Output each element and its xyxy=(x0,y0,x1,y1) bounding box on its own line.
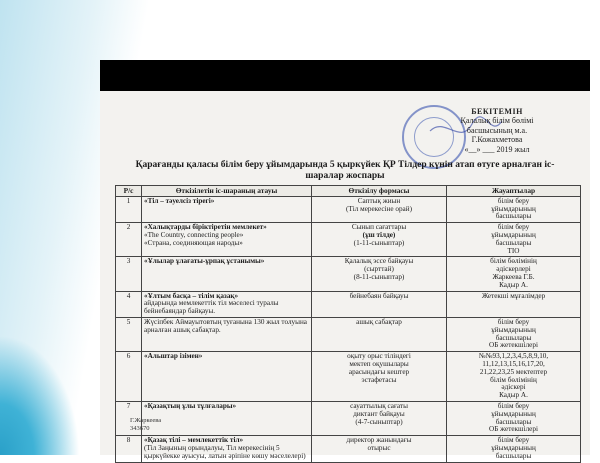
responsible-line: әдіскерлері xyxy=(496,265,531,274)
responsible-line: Жетекші мұғалімдер xyxy=(481,291,546,300)
form-line: ашық сабақтар xyxy=(356,317,402,326)
approval-block xyxy=(422,107,572,154)
responsible-line: басшылары xyxy=(495,238,532,247)
footer-note xyxy=(130,417,161,433)
table-header-row xyxy=(116,186,581,197)
event-description: (Тіл Заңының орындалуы, Тіл мерекесінің 5 қыркүйекке ауысуы, латын әріпіне көшу мәселелері) xyxy=(144,443,306,460)
event-form xyxy=(312,436,447,462)
form-line: бейнебаян байқауы xyxy=(349,291,409,300)
event-name xyxy=(142,401,312,435)
form-line: мектеп оқушылары xyxy=(349,359,409,368)
responsible-line: Жаркеева Г.Б. xyxy=(492,272,535,281)
event-name xyxy=(142,436,312,462)
table-row xyxy=(116,223,581,257)
header-form: Өткізілу формасы xyxy=(312,186,447,197)
table-row xyxy=(116,317,581,351)
responsible-line: білім беру xyxy=(497,223,530,232)
row-number: 6 xyxy=(116,352,142,402)
events-table xyxy=(115,185,581,463)
event-description: «The Country, connecting people» xyxy=(144,230,244,239)
responsible xyxy=(447,257,581,291)
event-title: «Ұлылар ұлағаты-ұрпақ ұстанымы» xyxy=(144,257,265,266)
header-num: Р/с xyxy=(116,186,142,197)
event-name xyxy=(142,291,312,317)
event-title: «Тіл – тәуелсіз тірегі» xyxy=(144,196,215,205)
responsible xyxy=(447,317,581,351)
form-line: Қалалық эссе байқауы xyxy=(344,257,414,266)
form-line: Сынып сағаттары xyxy=(351,223,407,232)
responsible-line: №№93,1,2,3,4,5,8,9,10, xyxy=(478,352,549,361)
form-line: сауаттылық сағаты xyxy=(350,401,408,410)
form-line: (Тіл мерекесіне орай) xyxy=(345,204,412,213)
responsible xyxy=(447,436,581,462)
responsible-line: ұйымдарының xyxy=(491,409,536,418)
event-title: «Қазақтың ұлы тұлғалары» xyxy=(144,401,237,410)
row-number: 1 xyxy=(116,196,142,222)
responsible xyxy=(447,223,581,257)
corner-decoration xyxy=(0,335,80,455)
event-title: «Ұлтым басқа – тілім қазақ» xyxy=(144,291,239,300)
event-form xyxy=(312,401,447,435)
form-line: оқыту орыс тіліндегі xyxy=(347,352,411,361)
form-line: (8-11-сыныптар) xyxy=(353,272,405,281)
plan-title: Қарағанды қаласы білім беру ұйымдарында 5 қыркүйек ҚР Тілдер күнін атап өтуге арналған іс-шаралар жоспары xyxy=(135,160,555,181)
event-title: «Халықтарды біріктіретін мемлекет» xyxy=(144,223,267,232)
footer-phone: 343670 xyxy=(130,425,150,432)
responsible xyxy=(447,352,581,402)
responsible xyxy=(447,196,581,222)
scanned-document xyxy=(100,91,590,460)
row-number: 5 xyxy=(116,317,142,351)
event-title: «Қазақ тілі – мемлекеттік тіл» xyxy=(144,436,244,445)
responsible-line: басшылары xyxy=(495,212,532,221)
header-event: Өткізілетін іс-шараның атауы xyxy=(142,186,312,197)
form-line: (4-7-сыныптар) xyxy=(355,417,403,426)
header-responsible: Жауаптылар xyxy=(447,186,581,197)
row-number: 8 xyxy=(116,436,142,462)
table-row xyxy=(116,436,581,462)
form-line: (1-11-сыныптар) xyxy=(353,238,405,247)
responsible-line: Кадыр А. xyxy=(499,280,528,289)
responsible-line: білім беру xyxy=(497,196,530,205)
row-number: 3 xyxy=(116,257,142,291)
responsible-line: ұйымдарының xyxy=(491,325,536,334)
table-row xyxy=(116,352,581,402)
form-line: эстафетасы xyxy=(361,375,397,384)
event-name xyxy=(142,196,312,222)
responsible-line: ұйымдарының xyxy=(491,230,536,239)
form-line: отырыс xyxy=(367,443,391,452)
form-line: диктант байқауы xyxy=(353,409,405,418)
approval-title: БЕКІТЕМІН xyxy=(471,107,523,116)
event-form xyxy=(312,223,447,257)
responsible-line: Кадыр А. xyxy=(499,391,528,400)
responsible-line: ОБ жетекшілері xyxy=(489,425,538,434)
approval-line: Қалалық білім бөлімі xyxy=(460,116,534,126)
responsible-line: ұйымдарының xyxy=(491,204,536,213)
row-number: 2 xyxy=(116,223,142,257)
event-form xyxy=(312,196,447,222)
form-line: арасындағы кештер xyxy=(348,367,410,376)
event-name xyxy=(142,257,312,291)
event-name xyxy=(142,352,312,402)
event-title: «Альштар ізімен» xyxy=(144,352,203,361)
responsible-line: ұйымдарының xyxy=(491,443,536,452)
responsible-line: білім бөлімінің xyxy=(490,257,537,266)
row-number: 7 xyxy=(116,401,142,435)
table-row xyxy=(116,291,581,317)
responsible-line: басшылары xyxy=(495,451,532,460)
event-form xyxy=(312,291,447,317)
event-name xyxy=(142,223,312,257)
responsible-line: басшылары xyxy=(495,333,532,342)
responsible-line: білім бөлімінің xyxy=(490,375,537,384)
event-name xyxy=(142,317,312,351)
responsible-line: ТІО xyxy=(507,246,520,255)
responsible-line: білім беру xyxy=(497,401,530,410)
responsible-line: басшылары xyxy=(495,417,532,426)
row-number: 4 xyxy=(116,291,142,317)
approval-line: Г.Кожахметова xyxy=(471,135,523,145)
form-line: Саптық жиын xyxy=(357,196,401,205)
table-row xyxy=(116,401,581,435)
responsible-line: білім беру xyxy=(497,317,530,326)
responsible xyxy=(447,291,581,317)
event-description: «Страна, соединяющая народы» xyxy=(144,238,243,247)
event-description: айдарында мемлекеттік тіл мәселесі туралы бейнебаяндар байқауы. xyxy=(144,299,279,316)
responsible-line: 11,12,13,15,16,17,20, xyxy=(482,359,545,368)
responsible-line: білім беру xyxy=(497,436,530,445)
event-form xyxy=(312,317,447,351)
form-line: директор жанындағы xyxy=(346,436,412,445)
footer-author: Г.Жаркеева xyxy=(130,417,162,424)
approval-line: басшысының м.а. xyxy=(466,125,528,135)
table-row xyxy=(116,196,581,222)
event-form xyxy=(312,257,447,291)
responsible xyxy=(447,401,581,435)
form-line: (ұш тілде) xyxy=(362,230,396,239)
slide-header-bar xyxy=(100,60,590,91)
responsible-line: 21,22,23,25 мектептер xyxy=(479,367,548,376)
event-description: Жүсіпбек Аймауытовтың туғанына 130 жыл толуына арналған ашық сабақтар. xyxy=(144,317,307,334)
responsible-line: әдіскері xyxy=(501,383,526,392)
form-line: (сырттай) xyxy=(364,265,394,274)
table-row xyxy=(116,257,581,291)
responsible-line: ОБ жетекшілері xyxy=(489,341,538,350)
approval-line: «__» ___ 2019 жыл xyxy=(464,144,530,154)
event-form xyxy=(312,352,447,402)
